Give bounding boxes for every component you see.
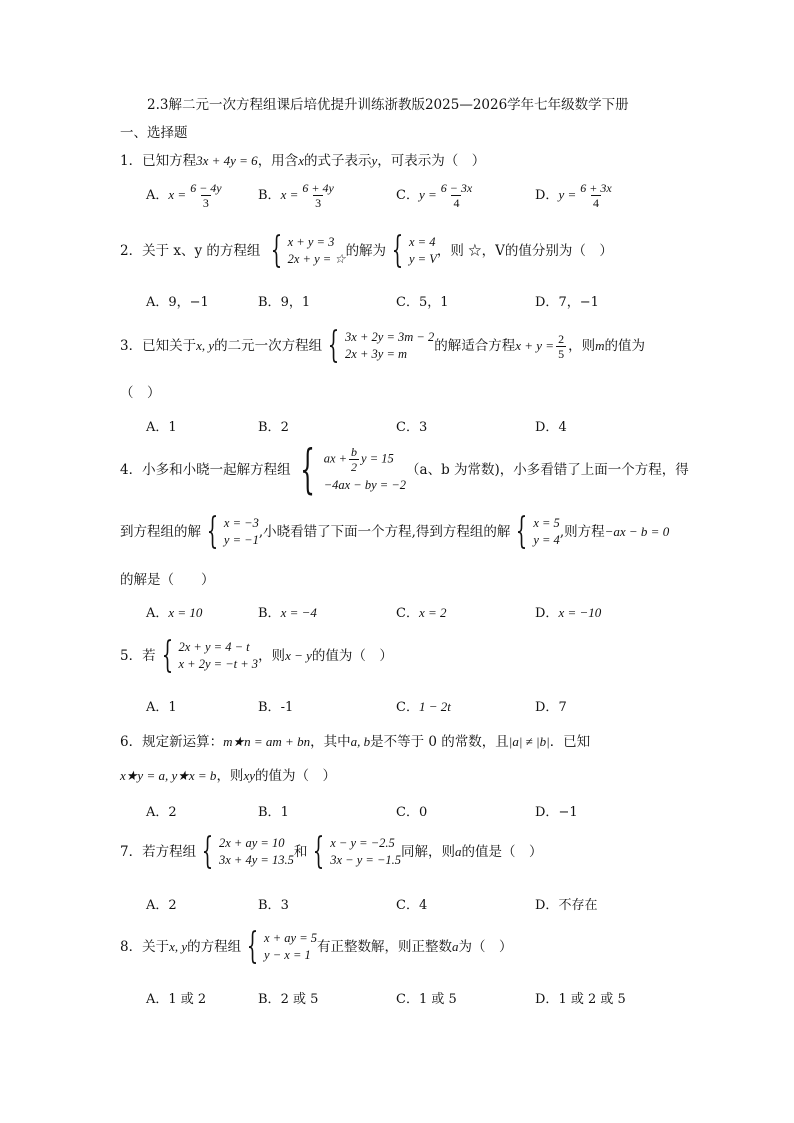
- question-4: 4．小多和小晓一起解方程组 { ax + $\frac{b}{2}$ y = 15 −4ax − by = −2 （a、b 为常数)，小多看错了上面一个方程，得: [120, 440, 689, 500]
- q4-option-d[interactable]: D．x = −10: [535, 605, 602, 621]
- q1-equation: 3x + 4y = 6: [196, 153, 258, 168]
- q6-option-d[interactable]: D．−1: [535, 805, 578, 820]
- question-5: 5．若 { 2x + y = 4 − t x + 2y = −t + 3 ，则x − y的值为（ ）: [120, 635, 393, 676]
- question-4-line-2: 到方程组的解 { x = −3 y = −1 ,小晓看错了下面一个方程,得到方程组的解 { x = 5 y = 4 ,则方程−ax − b = 0: [120, 511, 670, 552]
- document-title: 2.3解二元一次方程组课后培优提升训练浙教版2025—2026学年七年级数学下册: [147, 97, 629, 113]
- question-6: 6．规定新运算：m★n = am + bn，其中a, b是不等于 0 的常数，且|a| ≠ |b|．已知: [120, 734, 591, 750]
- q8-option-b[interactable]: B．2 或 5: [258, 992, 319, 1007]
- q1-option-a[interactable]: A．x = $\frac{6 - 4y}{3}$: [146, 181, 222, 210]
- q3-option-c[interactable]: C．3: [396, 420, 428, 435]
- q5-system: { 2x + y = 4 − t x + 2y = −t + 3: [161, 635, 259, 676]
- q2-option-a[interactable]: A．9，−1: [146, 295, 209, 310]
- q4-solution-1: { x = −3 y = −1: [206, 511, 259, 552]
- q2-system-1: { x + y = 3 2x + y = ☆: [270, 230, 346, 271]
- q8-option-c[interactable]: C．1 或 5: [396, 992, 457, 1007]
- question-6-line-2: x★y = a, y★x = b，则xy的值为（ ）: [120, 768, 336, 784]
- question-1: 1．已知方程3x + 4y = 6，用含x的式子表示y，可表示为（ ）: [120, 153, 486, 169]
- question-8: 8．关于x, y的方程组 { x + ay = 5 y − x = 1 有正整数解，则正整数a为（ ）: [120, 926, 513, 967]
- q1-option-b[interactable]: B．x = $\frac{6 + 4y}{3}$: [258, 181, 334, 210]
- q2-option-d[interactable]: D．7，−1: [535, 295, 599, 310]
- question-4-line-3: 的解是（ ）: [120, 572, 215, 588]
- q5-option-a[interactable]: A．1: [146, 700, 177, 715]
- q7-option-d[interactable]: D．不存在: [535, 898, 598, 913]
- q8-system: { x + ay = 5 y − x = 1: [246, 926, 318, 967]
- q5-option-c[interactable]: C．1 − 2t: [396, 699, 451, 715]
- q4-option-c[interactable]: C．x = 2: [396, 605, 447, 621]
- q7-system-1: { 2x + ay = 10 3x + 4y = 13.5: [201, 831, 294, 872]
- q8-option-a[interactable]: A．1 或 2: [146, 992, 207, 1007]
- q4-option-b[interactable]: B．x = −4: [258, 605, 317, 621]
- question-3: 3．已知关于x, y的二元一次方程组 { 3x + 2y = 3m − 2 2x + 3y = m 的解适合方程x + y = $\frac{2}{5}$ ，则m的值为: [120, 325, 645, 366]
- q8-option-d[interactable]: D．1 或 2 或 5: [535, 992, 626, 1007]
- q3-option-d[interactable]: D．4: [535, 420, 567, 435]
- q3-system: { 3x + 2y = 3m − 2 2x + 3y = m: [327, 325, 435, 366]
- q7-system-2: { x − y = −2.5 3x − y = −1.5: [313, 831, 402, 872]
- q2-option-b[interactable]: B．9，1: [258, 295, 311, 310]
- q2-system-2: { x = 4 y = V: [391, 230, 437, 271]
- q7-option-a[interactable]: A．2: [146, 898, 177, 913]
- q6-option-b[interactable]: B．1: [258, 805, 289, 820]
- q7-option-b[interactable]: B．3: [258, 898, 289, 913]
- q2-option-c[interactable]: C．5，1: [396, 295, 449, 310]
- q4-solution-2: { x = 5 y = 4: [516, 511, 560, 552]
- q3-option-b[interactable]: B．2: [258, 420, 289, 435]
- q3-option-a[interactable]: A．1: [146, 420, 177, 435]
- q1-lead: 1．已知方程: [120, 153, 197, 169]
- q1-option-c[interactable]: C．y = $\frac{6 - 3x}{4}$: [396, 181, 473, 210]
- q7-option-c[interactable]: C．4: [396, 898, 428, 913]
- q4-option-a[interactable]: A．x = 10: [146, 605, 203, 621]
- question-7: 7．若方程组 { 2x + ay = 10 3x + 4y = 13.5 和 { x − y = −2.5 3x − y = −1.5 同解，则a的值是（ ）: [120, 831, 543, 872]
- q6-option-c[interactable]: C．0: [396, 805, 428, 820]
- q5-option-b[interactable]: B．-1: [258, 700, 294, 715]
- q3-paren: （ ）: [120, 385, 161, 401]
- section-heading: 一、选择题: [120, 125, 188, 141]
- q4-system: { ax + $\frac{b}{2}$ y = 15 −4ax − by = −2: [299, 440, 407, 500]
- q6-option-a[interactable]: A．2: [146, 805, 177, 820]
- q1-option-d[interactable]: D．y = $\frac{6 + 3x}{4}$: [535, 181, 612, 210]
- question-2: 2．关于 x、y 的方程组 { x + y = 3 2x + y = ☆ 的解为 { x = 4 y = V ，则 ☆，V的值分别为（ ）: [120, 230, 613, 271]
- q5-option-d[interactable]: D．7: [535, 700, 567, 715]
